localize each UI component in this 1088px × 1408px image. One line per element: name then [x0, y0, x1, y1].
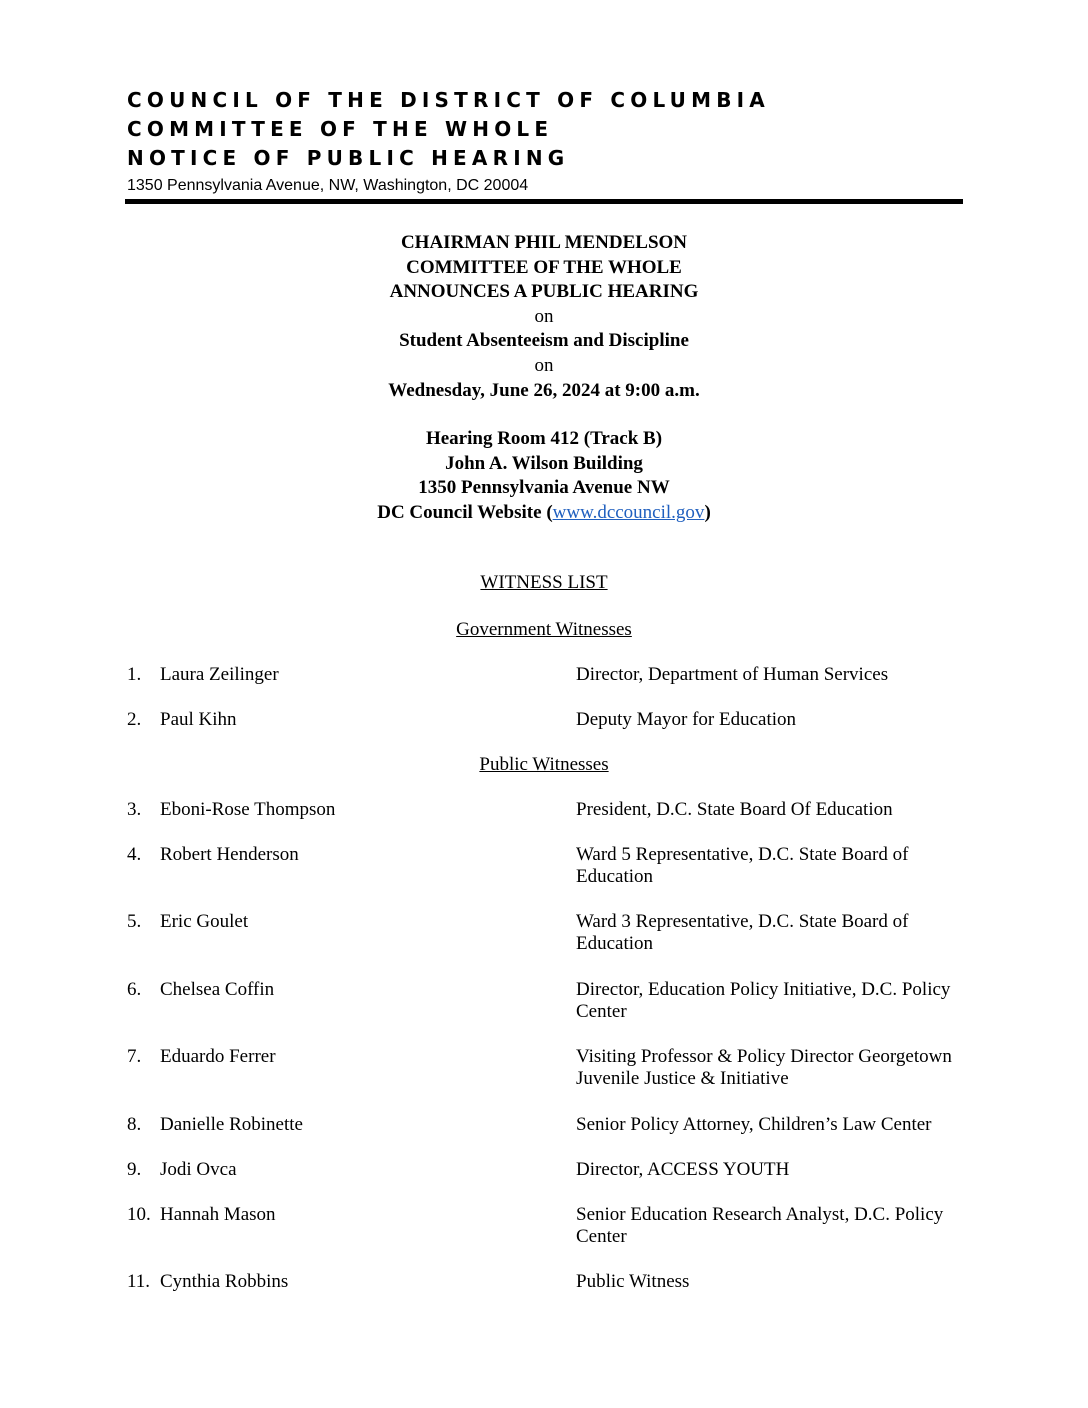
witness-number: 5. — [127, 911, 142, 932]
witness-title: Director, Education Policy Initiative, D.C. Policy Center — [576, 979, 951, 1022]
announces-line: ANNOUNCES A PUBLIC HEARING — [389, 281, 699, 303]
on-connector: on — [534, 354, 554, 376]
government-witnesses-heading: Government Witnesses — [456, 619, 632, 640]
letterhead — [127, 86, 963, 196]
on-connector: on — [534, 305, 554, 327]
witness-title: Senior Education Research Analyst, D.C. Policy Center — [576, 1204, 944, 1247]
witness-name: Danielle Robinette — [160, 1114, 303, 1135]
website-close-paren: ) — [704, 501, 711, 523]
witness-list-heading: WITNESS LIST — [480, 572, 608, 593]
hearing-building: John A. Wilson Building — [445, 452, 643, 474]
witness-title: Ward 5 Representative, D.C. State Board of Education — [576, 844, 909, 887]
witness-title: Visiting Professor & Policy Director Georgetown Juvenile Justice & Initiative — [576, 1046, 952, 1089]
witness-name: Eduardo Ferrer — [160, 1046, 276, 1067]
witness-number: 3. — [127, 799, 142, 820]
letterhead-rule — [125, 199, 963, 204]
witness-number: 7. — [127, 1046, 142, 1067]
hearing-datetime: Wednesday, June 26, 2024 at 9:00 a.m. — [388, 379, 700, 401]
website-link[interactable]: www.dccouncil.gov — [552, 501, 705, 523]
witness-number: 11. — [127, 1271, 151, 1292]
council-name: COUNCIL OF THE DISTRICT OF COLUMBIA — [127, 88, 770, 112]
witness-title: Senior Policy Attorney, Children’s Law Center — [576, 1114, 932, 1135]
hearing-room: Hearing Room 412 (Track B) — [425, 428, 663, 450]
witness-title: Director, Department of Human Services — [576, 664, 889, 685]
letterhead-address: 1350 Pennsylvania Avenue, NW, Washington, DC 20004 — [127, 177, 529, 194]
witness-name: Chelsea Coffin — [160, 979, 275, 1000]
witness-title: President, D.C. State Board Of Education — [576, 799, 893, 820]
website-label: DC Council Website — [377, 501, 542, 523]
website-line — [127, 501, 961, 526]
witness-name: Eboni-Rose Thompson — [160, 799, 336, 820]
witness-name: Cynthia Robbins — [160, 1271, 289, 1292]
witness-number: 4. — [127, 844, 142, 865]
witness-name: Paul Kihn — [160, 709, 237, 730]
website-open-paren: ( — [541, 501, 553, 523]
witness-name: Hannah Mason — [160, 1204, 276, 1225]
notice-type: NOTICE OF PUBLIC HEARING — [127, 146, 570, 170]
chairman-line: CHAIRMAN PHIL MENDELSON — [400, 232, 688, 253]
witness-title: Deputy Mayor for Education — [576, 709, 797, 730]
witness-number: 10. — [127, 1204, 151, 1225]
witness-number: 1. — [127, 664, 142, 685]
witness-number: 9. — [127, 1159, 142, 1180]
witness-name: Laura Zeilinger — [160, 664, 279, 685]
committee-line: COMMITTEE OF THE WHOLE — [406, 256, 682, 278]
public-witnesses-heading: Public Witnesses — [479, 754, 609, 775]
witness-title: Ward 3 Representative, D.C. State Board of Education — [576, 911, 909, 954]
witness-name: Jodi Ovca — [160, 1159, 237, 1180]
witness-title: Public Witness — [576, 1271, 690, 1292]
witness-title: Director, ACCESS YOUTH — [576, 1159, 790, 1180]
hearing-street: 1350 Pennsylvania Avenue NW — [418, 477, 670, 499]
witness-name: Eric Goulet — [160, 911, 249, 932]
committee-name: COMMITTEE OF THE WHOLE — [127, 117, 554, 141]
witness-number: 8. — [127, 1114, 142, 1135]
witness-number: 6. — [127, 979, 142, 1000]
hearing-topic: Student Absenteeism and Discipline — [399, 330, 689, 352]
witness-name: Robert Henderson — [160, 844, 299, 865]
hearing-announcement — [127, 231, 961, 526]
witness-number: 2. — [127, 709, 142, 730]
